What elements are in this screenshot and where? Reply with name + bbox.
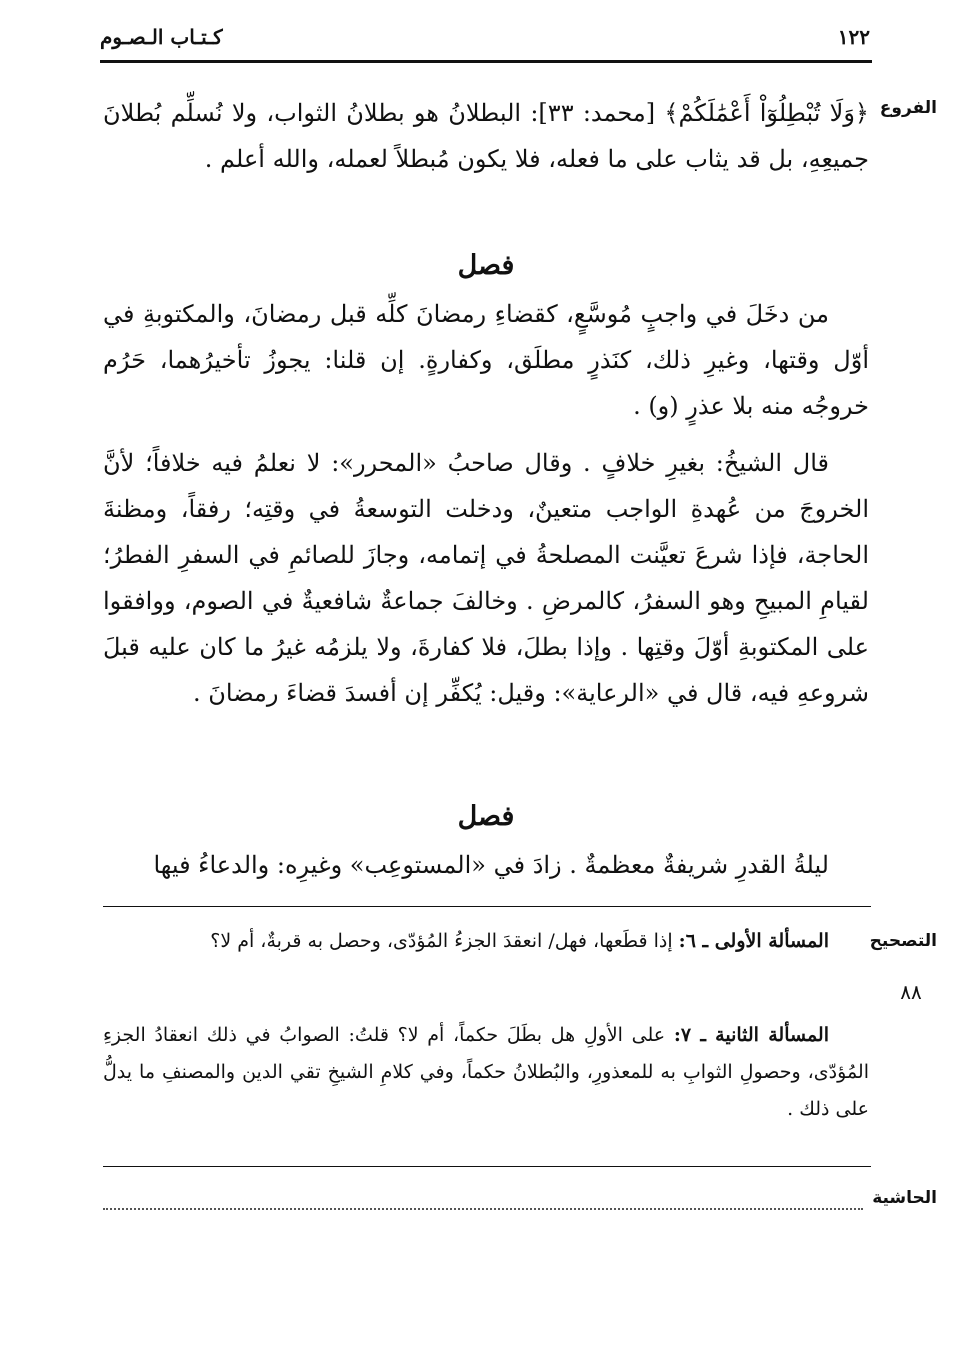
running-header bbox=[100, 20, 870, 54]
note-title: المسألة الثانية ـ ٧: bbox=[673, 1024, 829, 1046]
note-text: على الأولِ هل بطَلَ حكماً، أم لا؟ قلتُ: الصوابُ في ذلك انعقادُ الجزءِ المُؤدّى، وحصولِ الثوابِ به للمعذورِ، والبُطلانُ حكماً، وفي كلامِ الشيخِ تقي الدين والمصنفِ ما يدلُّ على ذلك . bbox=[103, 1024, 869, 1120]
note-text: إذا قطَعها، فهل/ انعقدَ الجزءُ المُؤدّى، وحصل به قربةٌ، أم لا؟ bbox=[210, 930, 673, 952]
section-heading-2: فصل bbox=[457, 801, 515, 832]
main-paragraph-2 bbox=[103, 291, 869, 429]
page-number: ١٢٢ bbox=[837, 25, 870, 49]
notes-separator bbox=[103, 906, 871, 907]
main-paragraph-3 bbox=[103, 440, 869, 716]
book-title: كـتـاب الـصـوم bbox=[100, 25, 223, 49]
note-masala-1 bbox=[103, 923, 869, 960]
hashiya-separator bbox=[103, 1166, 871, 1167]
label-tashih: التصحيح bbox=[869, 931, 937, 951]
header-rule bbox=[100, 60, 872, 63]
note-title: المسألة الأولى ـ ٦: bbox=[678, 930, 829, 952]
main-paragraph-4 bbox=[103, 842, 869, 888]
hashiya-dotted-line bbox=[103, 1208, 863, 1210]
side-number: ٨٨ bbox=[900, 980, 922, 1004]
main-paragraph-1 bbox=[103, 90, 869, 182]
label-furu: الفروع bbox=[879, 98, 937, 118]
paragraph-text: من دخَلَ في واجبٍ مُوسَّعٍ، كقضاءِ رمضانَ كلِّه قبل رمضانَ، والمكتوبةِ في أوّل وقتها، وغيرِ ذلك، كنَذرٍ مطلَق، وكفارةٍ. إن قلنا: يجوزُ تأخيرُهما، حَرُم خروجُه منه بلا عذرٍ (و) . bbox=[103, 300, 869, 420]
paragraph-text: ﴿وَلَا تُبْطِلُوٓاْ أَعْمَٰلَكُمْ﴾ [محمد: ٣٣]: البطلانُ هو بطلانُ الثواب، ولا نُسلِّم بُطلانَ جميعِهِ، بل قد يثاب على ما فعله، فلا يكون مُبطلاً لعمله، والله أعلم . bbox=[103, 99, 869, 173]
label-hashiya: الحاشية bbox=[872, 1188, 937, 1208]
section-heading-1: فصل bbox=[457, 250, 515, 281]
paragraph-text: قال الشيخُ: بغيرِ خلافٍ . وقال صاحبُ «المحرر»: لا نعلمُ فيه خلافاً؛ لأنَّ الخروجَ من عُهدةِ الواجب متعينٌ، ودخلت التوسعةُ في وقتِه؛ رفقاً، ومظنةَ الحاجة، فإذا شرعَ تعيَّنت المصلحةُ في إتمامه، وجازَ للصائمِ في السفرِ الفطرُ؛ لقيامِ المبيحِ وهو السفرُ، كالمرضِ . وخالفَ جماعةٌ شافعيةٌ في الصوم، ووافقوا على المكتوبةِ أوّلَ وقتِها . وإذا بطلَ، فلا كفارةَ، ولا يلزمُه غيرُ ما كان عليه قبلَ شروعهِ فيه، قال في «الرعاية»: وقيل: يُكفِّر إن أفسدَ قضاءَ رمضانَ . bbox=[103, 449, 869, 707]
paragraph-text: ليلةُ القدرِ شريفةٌ معظمةٌ . زادَ في «المستوعِب» وغيرِه: والدعاءُ فيها bbox=[153, 851, 829, 879]
note-masala-2 bbox=[103, 1017, 869, 1128]
